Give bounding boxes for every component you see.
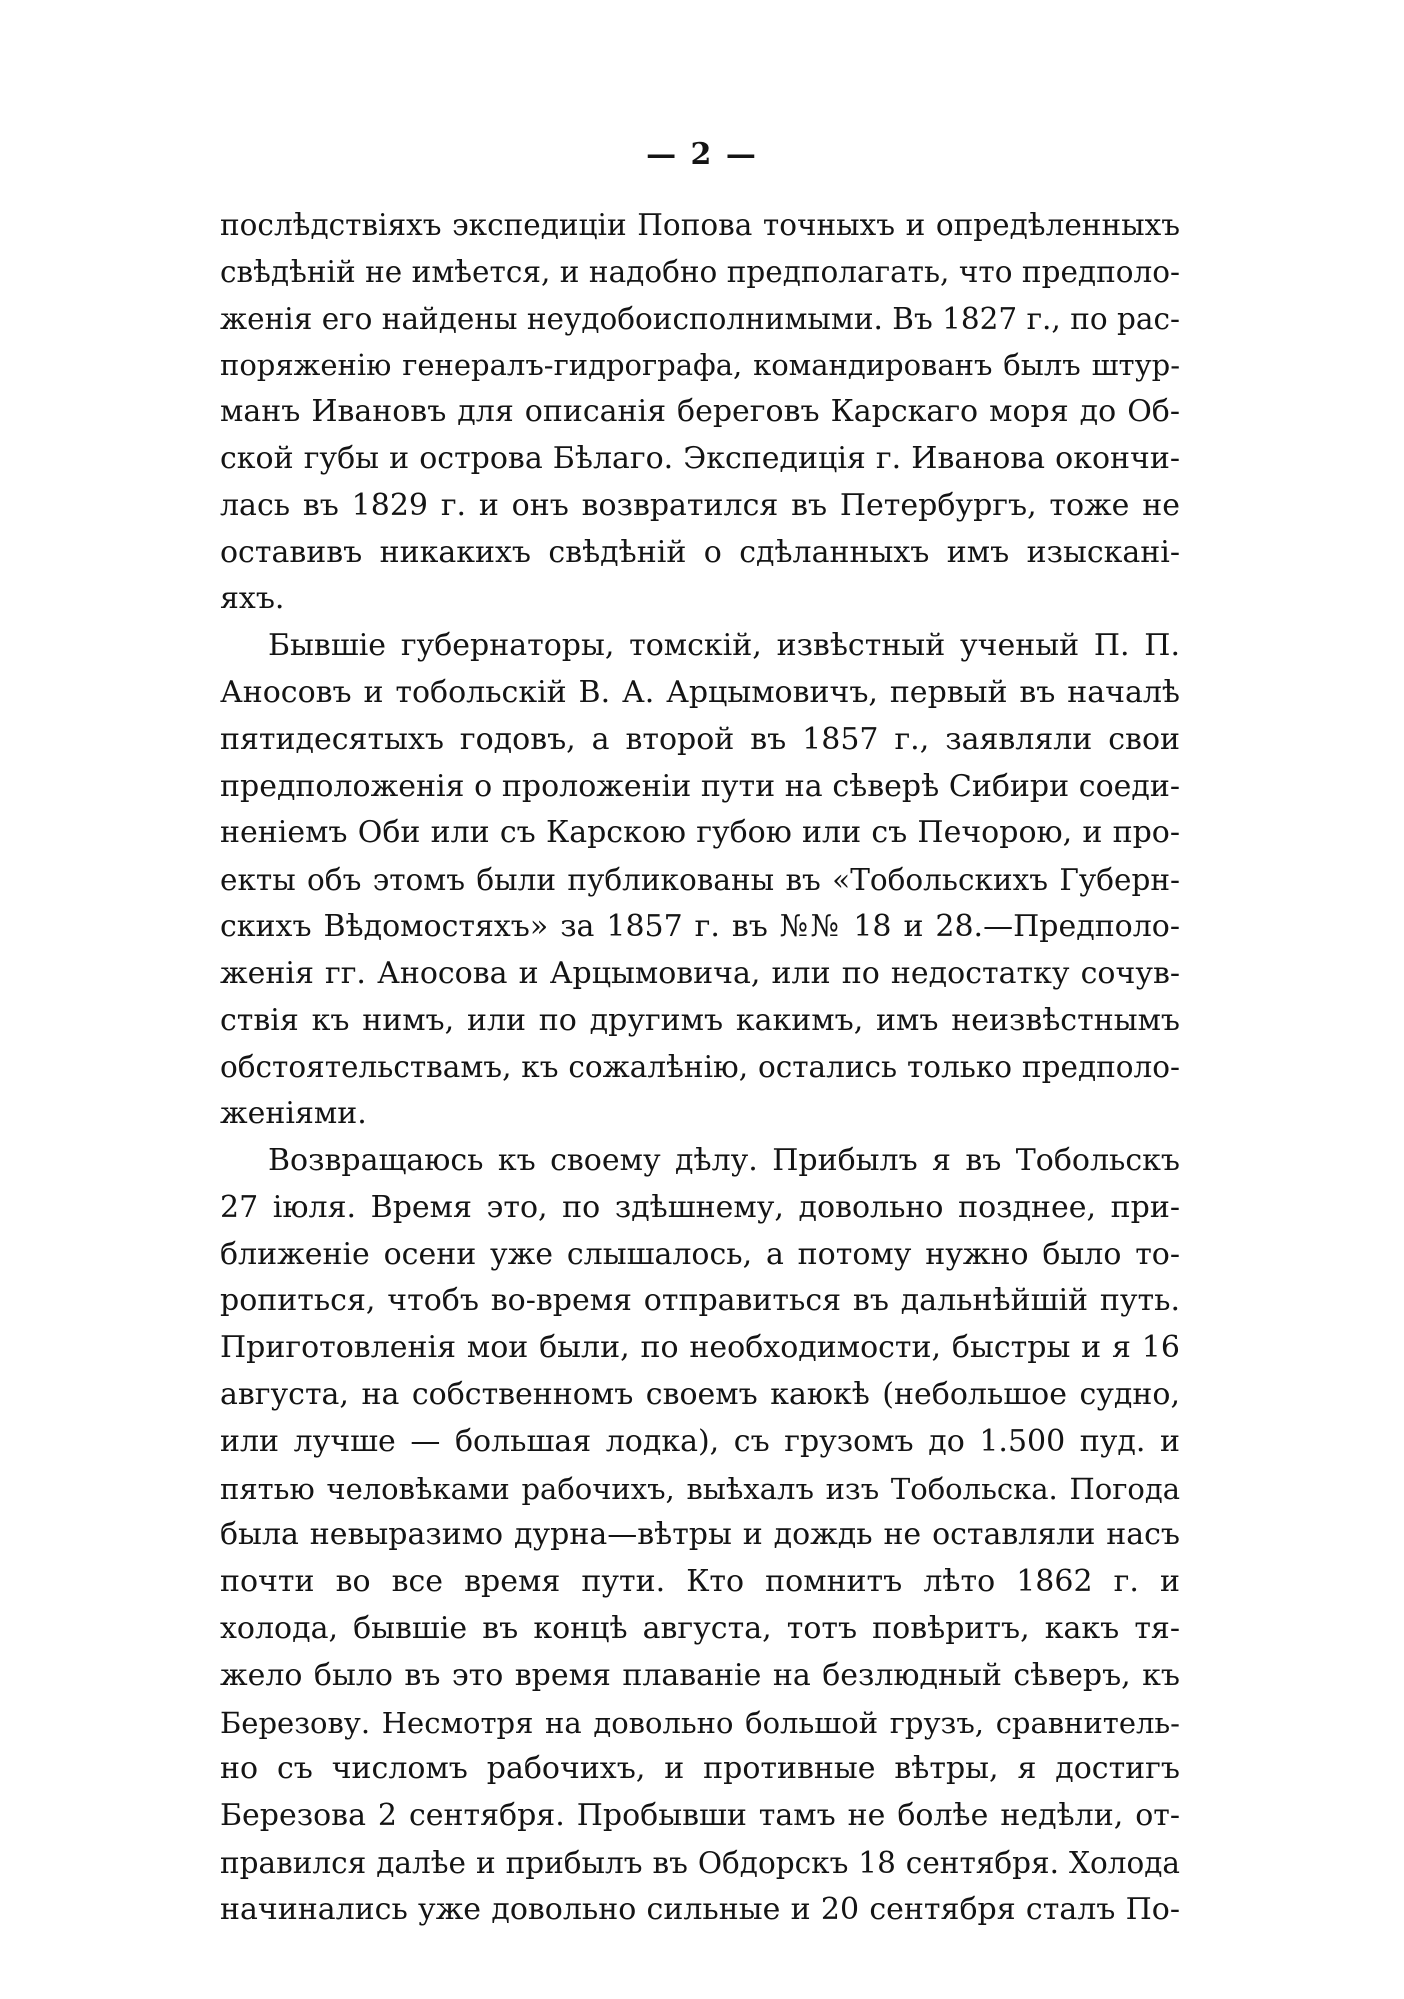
page-number: — 2 —: [646, 137, 758, 172]
text-line: правился далѣе и прибылъ въ Обдорскъ 18 сентября. Холода: [220, 1845, 1180, 1880]
text-line: лась въ 1829 г. и онъ возвратился въ Петербургъ, тоже не: [220, 487, 1180, 523]
text-line: почти во все время пути. Кто помнитъ лѣто 1862 г. и: [220, 1564, 1180, 1600]
text-line: но съ числомъ рабочихъ, и противные вѣтры, я достигъ: [220, 1751, 1180, 1787]
text-line: начинались уже довольно сильные и 20 сентября сталъ По-: [220, 1891, 1180, 1927]
text-line: женія его найдены неудобоисполнимыми. Въ 1827 г., по рас-: [220, 301, 1180, 336]
text-line: предположенія о проложеніи пути на сѣверѣ Сибири соеди-: [220, 768, 1180, 804]
text-line: послѣдствіяхъ экспедиціи Попова точныхъ и опредѣленныхъ: [220, 208, 1180, 242]
text-line: женіями.: [220, 1096, 367, 1132]
text-line: екты объ этомъ были публикованы въ «Тобольскихъ Губерн-: [220, 863, 1180, 898]
text-line: обстоятельствамъ, къ сожалѣнію, остались только предполо-: [220, 1050, 1180, 1085]
text-line: 27 іюля. Время это, по здѣшнему, довольно позднее, при-: [220, 1189, 1180, 1225]
text-line: Березова 2 сентября. Пробывши тамъ не болѣе недѣли, от-: [220, 1798, 1180, 1834]
text-line: Возвращаюсь къ своему дѣлу. Прибылъ я въ Тобольскъ: [268, 1142, 1180, 1178]
text-line: пятидесятыхъ годовъ, а второй въ 1857 г., заявляли свои: [220, 721, 1180, 757]
text-line: Березову. Несмотря на довольно большой грузъ, сравнитель-: [220, 1705, 1180, 1740]
text-line: была невыразимо дурна—вѣтры и дождь не оставляли насъ: [220, 1517, 1180, 1553]
text-line: оставивъ никакихъ свѣдѣній о сдѣланныхъ имъ изыскані-: [220, 534, 1180, 570]
text-line: Приготовленія мои были, по необходимости, быстры и я 16: [220, 1330, 1180, 1366]
text-line: неніемъ Оби или съ Карскою губою или съ Печорою, и про-: [220, 815, 1180, 851]
text-line: Аносовъ и тобольскій В. А. Арцымовичъ, первый въ началѣ: [220, 674, 1180, 710]
text-line: женія гг. Аносова и Арцымовича, или по недостатку сочув-: [220, 955, 1180, 991]
text-line: поряженію генералъ-гидрографа, командированъ былъ штур-: [220, 348, 1180, 383]
text-line: августа, на собственномъ своемъ каюкѣ (небольшое судно,: [220, 1376, 1180, 1412]
text-line: холода, бывшіе въ концѣ августа, тотъ повѣритъ, какъ тя-: [220, 1610, 1180, 1646]
text-line: ской губы и острова Бѣлаго. Экспедиція г. Иванова окончи-: [220, 440, 1180, 476]
text-line: ствія къ нимъ, или по другимъ какимъ, имъ неизвѣстнымъ: [220, 1002, 1180, 1038]
text-line: свѣдѣній не имѣется, и надобно предполагать, что предполо-: [220, 254, 1180, 289]
text-line: пятью человѣками рабочихъ, выѣхалъ изъ Тобольска. Погода: [220, 1471, 1180, 1506]
text-line: Бывшіе губернаторы, томскій, извѣстный ученый П. П.: [268, 628, 1180, 664]
text-line: скихъ Вѣдомостяхъ» за 1857 г. въ №№ 18 и 28.—Предполо-: [220, 908, 1180, 944]
text-line: или лучше — большая лодка), съ грузомъ до 1.500 пуд. и: [220, 1423, 1180, 1459]
text-line: ропиться, чтобъ во-время отправиться въ дальнѣйшій путь.: [220, 1283, 1180, 1319]
text-line: жело было въ это время плаваніе на безлюдный сѣверъ, къ: [220, 1657, 1180, 1693]
body-text: [220, 202, 1180, 1933]
text-line: яхъ.: [220, 581, 285, 617]
text-line: манъ Ивановъ для описанія береговъ Карскаго моря до Об-: [220, 394, 1180, 430]
text-line: ближеніе осени уже слышалось, а потому нужно было то-: [220, 1236, 1180, 1272]
